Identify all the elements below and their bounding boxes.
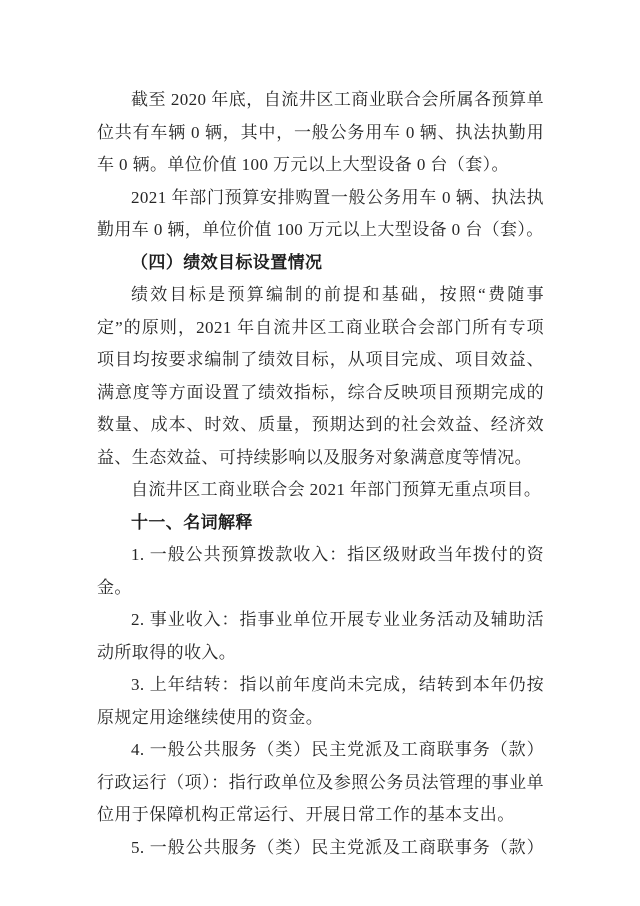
paragraph-vehicles-2021: 2021 年部门预算安排购置一般公务用车 0 辆、执法执勤用车 0 辆，单位价值 100 万元以上大型设备 0 台（套）。 xyxy=(97,187,544,239)
paragraph-no-key-projects: 自流井区工商业联合会 2021 年部门预算无重点项目。 xyxy=(131,480,542,499)
paragraph-vehicles-2020: 截至 2020 年底，自流井区工商业联合会所属各预算单位共有车辆 0 辆，其中，一般公务用车 0 辆、执法执勤用车 0 辆。单位价值 100 万元以上大型设备 0 台（套）。 xyxy=(97,90,544,174)
glossary-item-1: 1. 一般公共预算拨款收入：指区级财政当年拨付的资金。 xyxy=(97,545,544,597)
glossary-item-4: 4. 一般公共服务（类）民主党派及工商联事务（款）行政运行（项）：指行政单位及参照公务员法管理的事业单位用于保障机构正常运行、开展日常工作的基本支出。 xyxy=(97,740,544,824)
glossary-item-3: 3. 上年结转：指以前年度尚未完成，结转到本年仍按原规定用途继续使用的资金。 xyxy=(97,675,544,727)
page-text-block xyxy=(97,84,544,864)
paragraph-performance-targets: 绩效目标是预算编制的前提和基础，按照“费随事定”的原则，2021 年自流井区工商业联合会部门所有专项项目均按要求编制了绩效目标，从项目完成、项目效益、满意度等方面设置了绩效指标，综合反映项目预期完成的数量、成本、时效、质量，预期达到的社会效益、经济效益、生态效益、可持续影响以及服务对象满意度等情况。 xyxy=(97,285,544,467)
section-heading-performance-targets: （四）绩效目标设置情况 xyxy=(131,252,323,272)
section-heading-glossary: 十一、名词解释 xyxy=(131,512,253,532)
glossary-item-5-partial: 5. 一般公共服务（类）民主党派及工商联事务（款） xyxy=(131,837,544,857)
glossary-item-2: 2. 事业收入：指事业单位开展专业业务活动及辅助活动所取得的收入。 xyxy=(97,610,544,662)
